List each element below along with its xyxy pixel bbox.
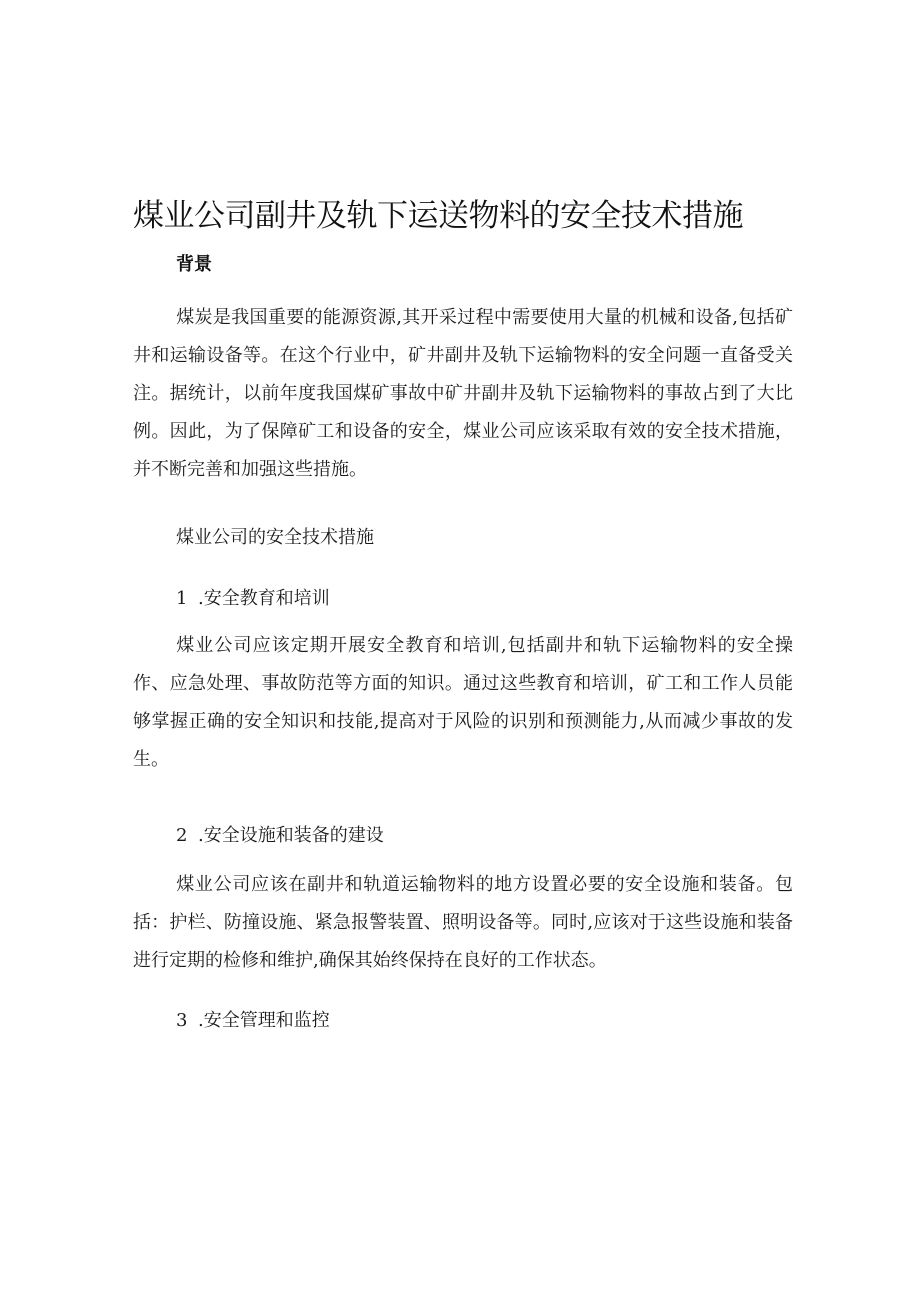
section-3-number: 3	[176, 1010, 188, 1031]
section-3-heading	[176, 1006, 330, 1036]
document-title: 煤业公司副井及轨下运送物料的安全技术措施	[133, 198, 743, 234]
section-2-title: .安全设施和装备的建设	[198, 825, 384, 846]
section-3-title: .安全管理和监控	[198, 1010, 330, 1031]
section-2-number: 2	[176, 825, 188, 846]
measures-heading: 煤业公司的安全技术措施	[176, 527, 374, 548]
section-1-number: 1	[176, 588, 188, 609]
section-1-title: .安全教育和培训	[198, 588, 330, 609]
section-2-paragraph: 煤业公司应该在副井和轨道运输物料的地方设置必要的安全设施和装备。包括：护栏、防撞设施、紧急报警装置、照明设备等。同时,应该对于这些设施和装备进行定期的检修和维护,确保其始终保持在良好的工作状态。	[133, 874, 793, 971]
section-2-heading	[176, 821, 384, 851]
background-heading: 背景	[176, 254, 212, 275]
background-paragraph: 煤炭是我国重要的能源资源,其开采过程中需要使用大量的机械和设备,包括矿井和运输设备等。在这个行业中，矿井副井及轨下运输物料的安全问题一直备受关注。据统计，以前年度我国煤矿事故中矿井副井及轨下运输物料的事故占到了大比例。因此，为了保障矿工和设备的安全，煤业公司应该采取有效的安全技术措施，并不断完善和加强这些措施。	[133, 307, 793, 480]
section-1-heading	[176, 584, 330, 614]
section-1-paragraph: 煤业公司应该定期开展安全教育和培训,包括副井和轨下运输物料的安全操作、应急处理、事故防范等方面的知识。通过这些教育和培训，矿工和工作人员能够掌握正确的安全知识和技能,提高对于风险的识别和预测能力,从而减少事故的发生。	[133, 635, 793, 770]
